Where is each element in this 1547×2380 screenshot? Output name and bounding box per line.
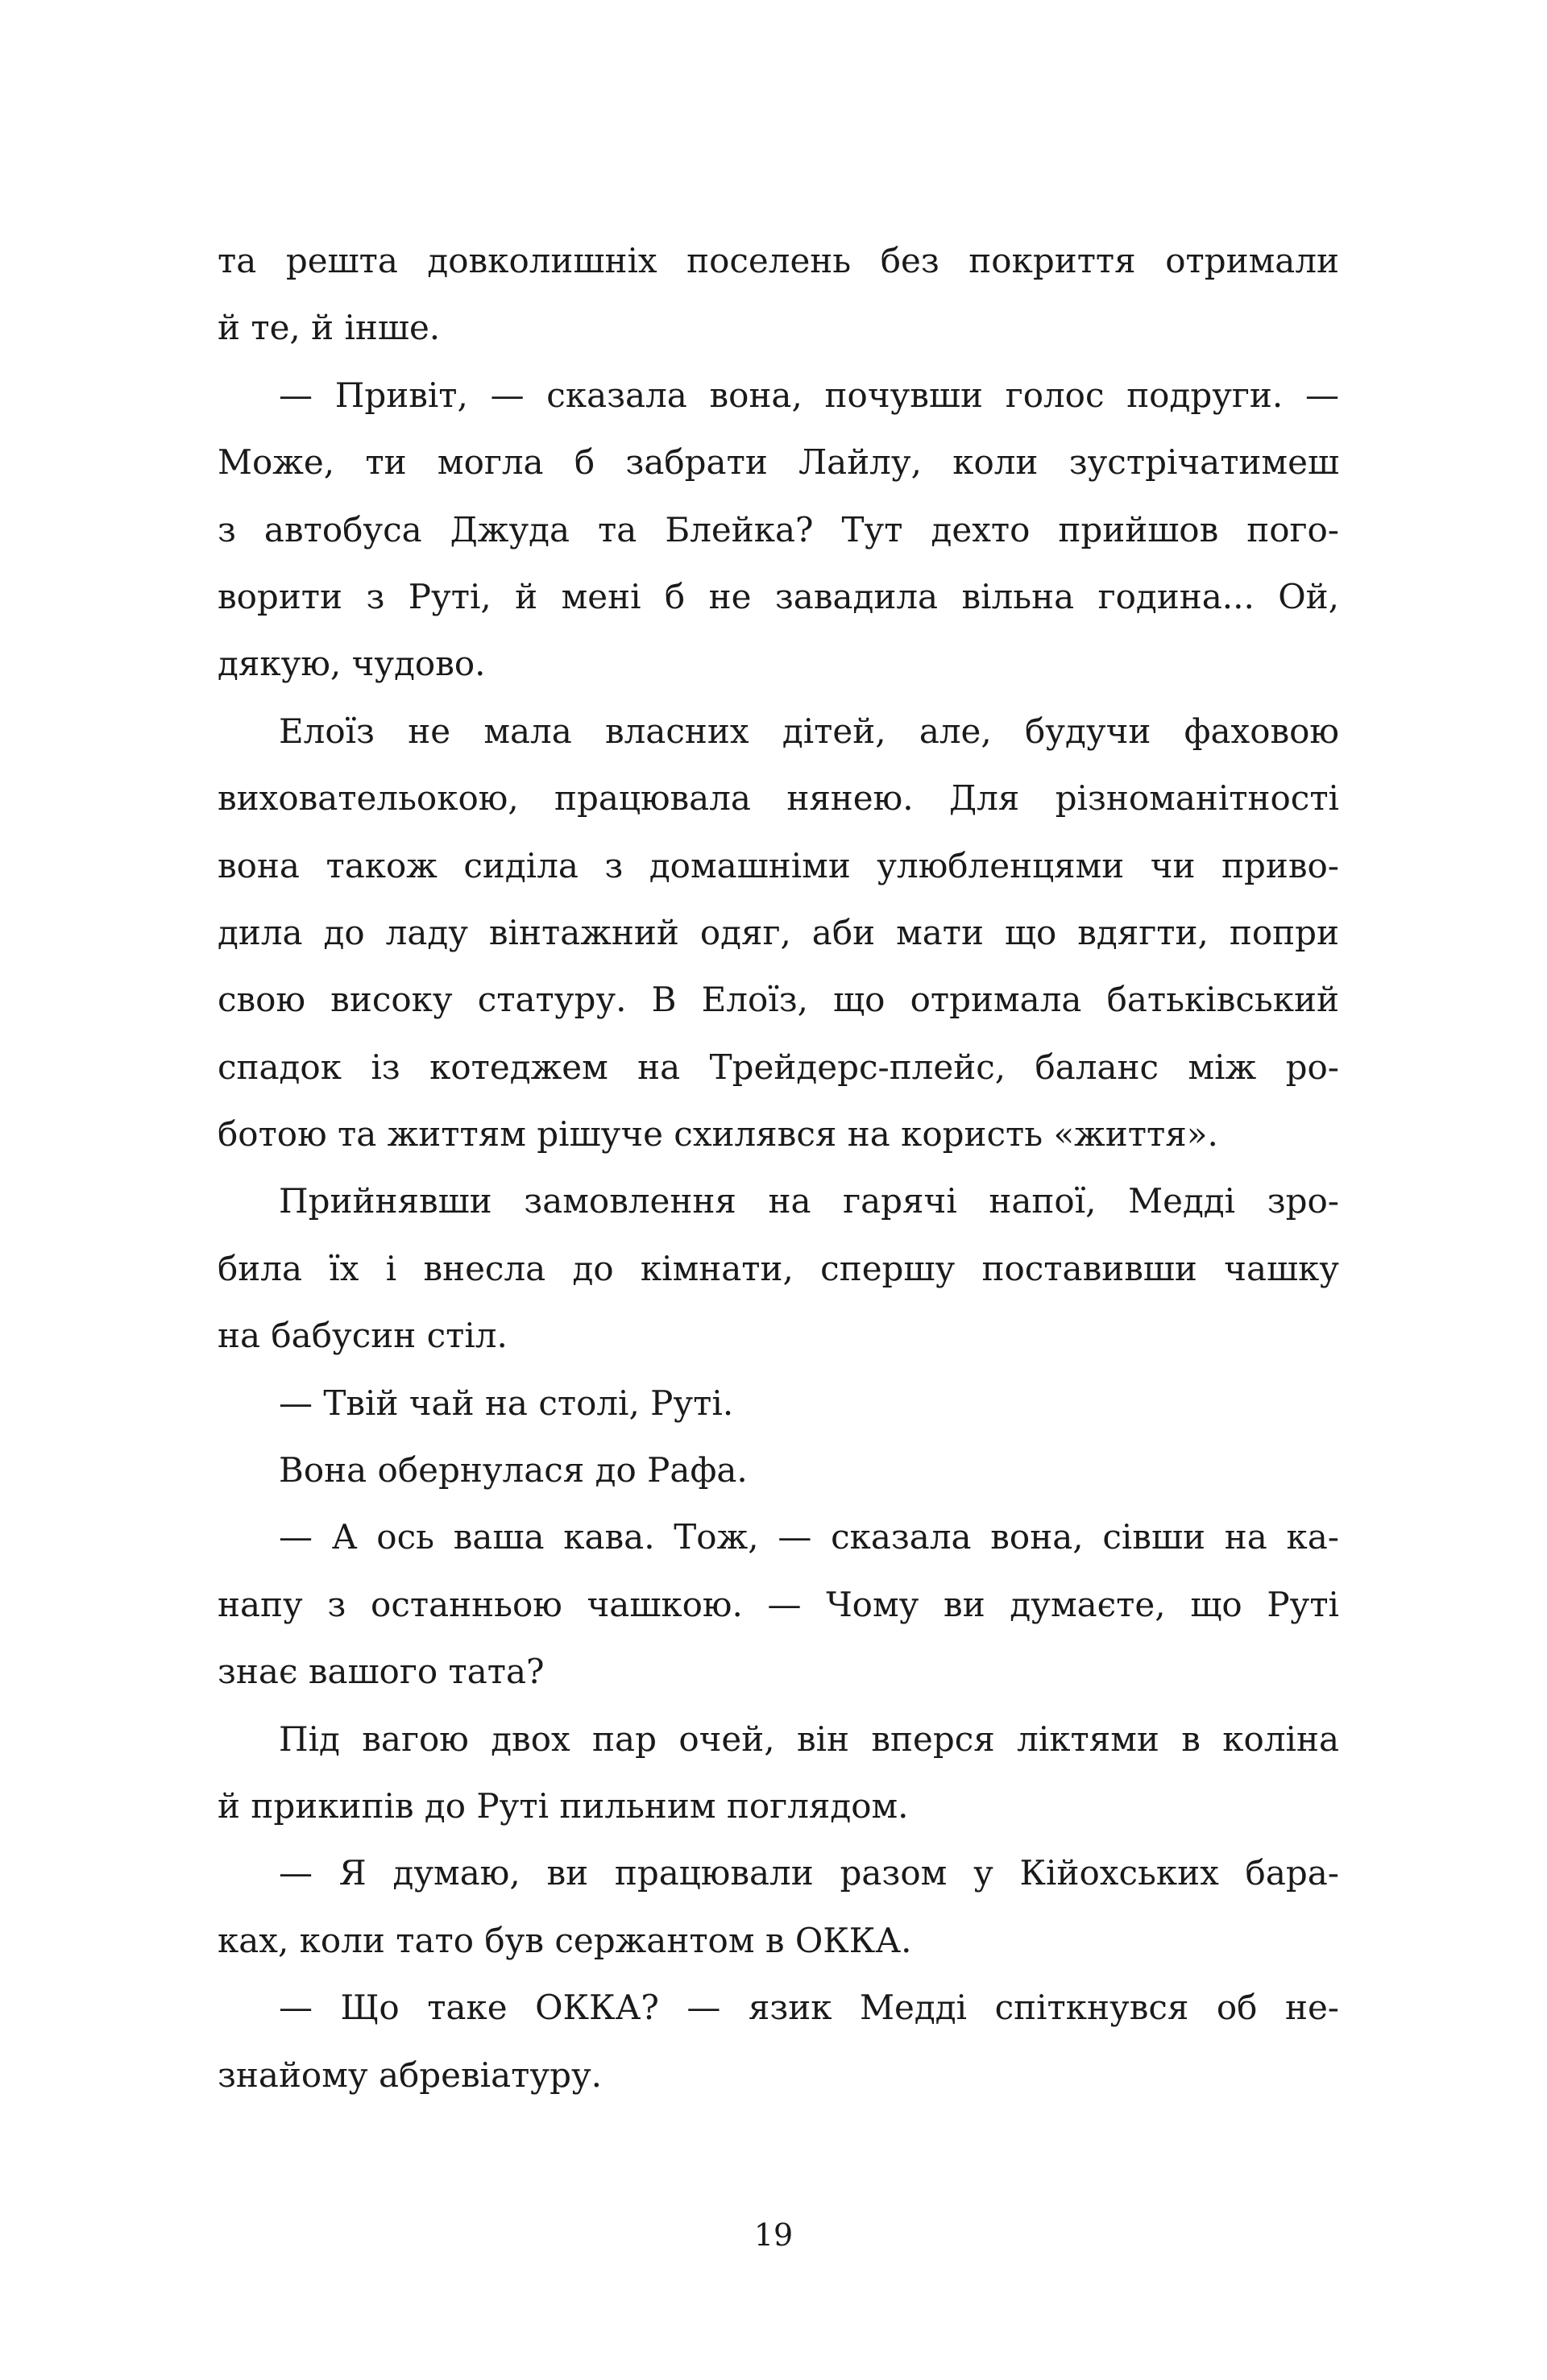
text-line: знає вашого тата?	[218, 1652, 545, 1692]
text-line: ках, коли тато був сержантом в ОККА.	[218, 1920, 912, 1960]
text-line: ворити з Руті, й мені б не завадила вільна година... Ой,	[218, 576, 1339, 616]
text-line: — Що таке ОККА? — язик Медді спіткнувся об не-	[279, 1988, 1339, 2028]
text-line: ботою та життям рішуче схилявся на користь «життя».	[218, 1114, 1218, 1155]
text-line: — Я думаю, ви працювали разом у Кійохських бара-	[279, 1853, 1339, 1893]
text-line: дякую, чудово.	[218, 644, 486, 684]
text-line: знайому абревіатуру.	[218, 2055, 603, 2095]
text-line: била їх і внесла до кімнати, спершу поставивши чашку	[218, 1248, 1339, 1288]
page-number: 19	[753, 2217, 794, 2253]
text-line: дила до ладу вінтажний одяг, аби мати що вдягти, попри	[218, 912, 1339, 952]
text-line: на бабусин стіл.	[218, 1316, 508, 1356]
text-line: й прикипів до Руті пильним поглядом.	[218, 1785, 909, 1826]
text-line: свою високу статуру. В Елоїз, що отримала батьківський	[218, 980, 1339, 1020]
text-line: — Привіт, — сказала вона, почувши голос подруги. —	[279, 375, 1339, 415]
text-line: Елоїз не мала власних дітей, але, будучи фаховою	[279, 711, 1339, 751]
text-line: Прийнявши замовлення на гарячі напої, Медді зро-	[279, 1181, 1339, 1221]
text-line: Може, ти могла б забрати Лайлу, коли зустрічатимеш	[218, 442, 1339, 483]
text-line: вона також сиділа з домашніми улюбленцями чи приво-	[218, 845, 1339, 885]
text-line: виховательокою, працювала нянею. Для різноманітності	[218, 778, 1339, 819]
text-line: напу з останньою чашкою. — Чому ви думаєте, що Руті	[218, 1584, 1339, 1624]
text-line: та решта довколишніх поселень без покриття отримали	[218, 241, 1339, 280]
body-text	[218, 227, 1339, 2108]
text-line: — А ось ваша кава. Тож, — сказала вона, сівши на ка-	[279, 1517, 1339, 1557]
text-line: спадок із котеджем на Трейдерс-плейс, баланс між ро-	[218, 1047, 1339, 1087]
text-line: й те, й інше.	[218, 308, 441, 348]
text-line: Під вагою двох пар очей, він вперся ліктями в коліна	[279, 1719, 1339, 1759]
text-line: з автобуса Джуда та Блейка? Тут дехто прийшов пого-	[218, 509, 1339, 549]
text-line: Вона обернулася до Рафа.	[279, 1450, 748, 1491]
text-line: — Твій чай на столі, Руті.	[279, 1383, 734, 1423]
